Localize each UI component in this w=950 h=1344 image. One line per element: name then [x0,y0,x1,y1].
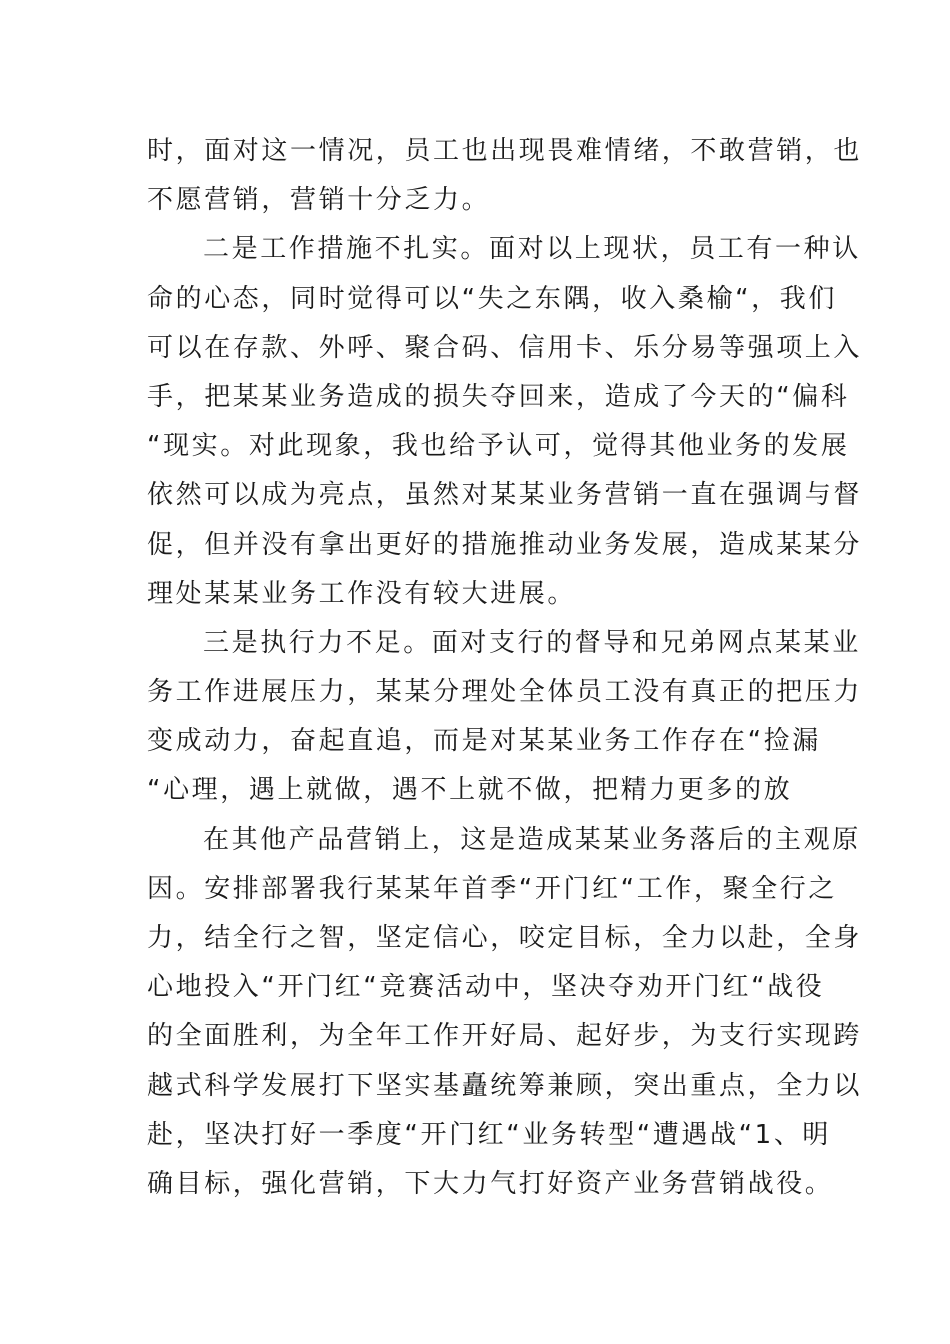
text-line: 力，结全行之智，坚定信心，咬定目标，全力以赴，全身 [147,923,863,953]
text-line: 的全面胜利，为全年工作开好局、起好步，为支行实现跨 [147,1021,863,1052]
text-line: 越式科学发展打下坚实基矗统筹兼顾，突出重点，全力以 [147,1070,863,1101]
text-line: 手，把某某业务造成的损失夺回来，造成了今天的“偏科 [147,381,850,412]
paragraph-start-line: 在其他产品营销上，这是造成某某业务落后的主观原 [203,824,861,855]
text-line: 可以在存款、外呼、聚合码、信用卡、乐分易等强项上入 [147,332,863,363]
text-line: 依然可以成为亮点，虽然对某某业务营销一直在强调与督 [147,480,863,511]
text-line: 确目标，强化营销，下大力气打好资产业务营销战役。 [147,1168,834,1199]
text-line: “现实。对此现象，我也给予认可，觉得其他业务的发展 [147,431,850,462]
text-line: 时，面对这一情况，员工也出现畏难情绪，不敢营销，也 [147,136,863,166]
text-line: 务工作进展压力，某某分理处全体员工没有真正的把压力 [147,677,863,708]
text-line: 不愿营销，营销十分乏力。 [147,185,491,216]
text-line: 心地投入“开门红“竞赛活动中，坚决夺劝开门红“战役 [147,972,825,1003]
text-line: 理处某某业务工作没有较大进展。 [147,578,577,609]
text-line: “心理，遇上就做，遇不上就不做，把精力更多的放 [147,775,793,806]
text-line: 因。安排部署我行某某年首季“开门红“工作，聚全行之 [147,873,837,904]
text-line: 命的心态，同时觉得可以“失之东隅，收入桑榆“，我们 [147,283,837,314]
paragraph-start-line: 二是工作措施不扎实。面对以上现状，员工有一种认 [203,234,861,265]
text-line: 变成动力，奋起直追，而是对某某业务工作存在“捡漏 [147,726,821,757]
paragraph-start-line: 三是执行力不足。面对支行的督导和兄弟网点某某业 [203,627,861,658]
text-line: 赴，坚决打好一季度“开门红“业务转型“遭遇战“1、明 [147,1119,832,1150]
document-body [147,127,863,1209]
text-line: 促，但并没有拿出更好的措施推动业务发展，造成某某分 [147,529,863,560]
